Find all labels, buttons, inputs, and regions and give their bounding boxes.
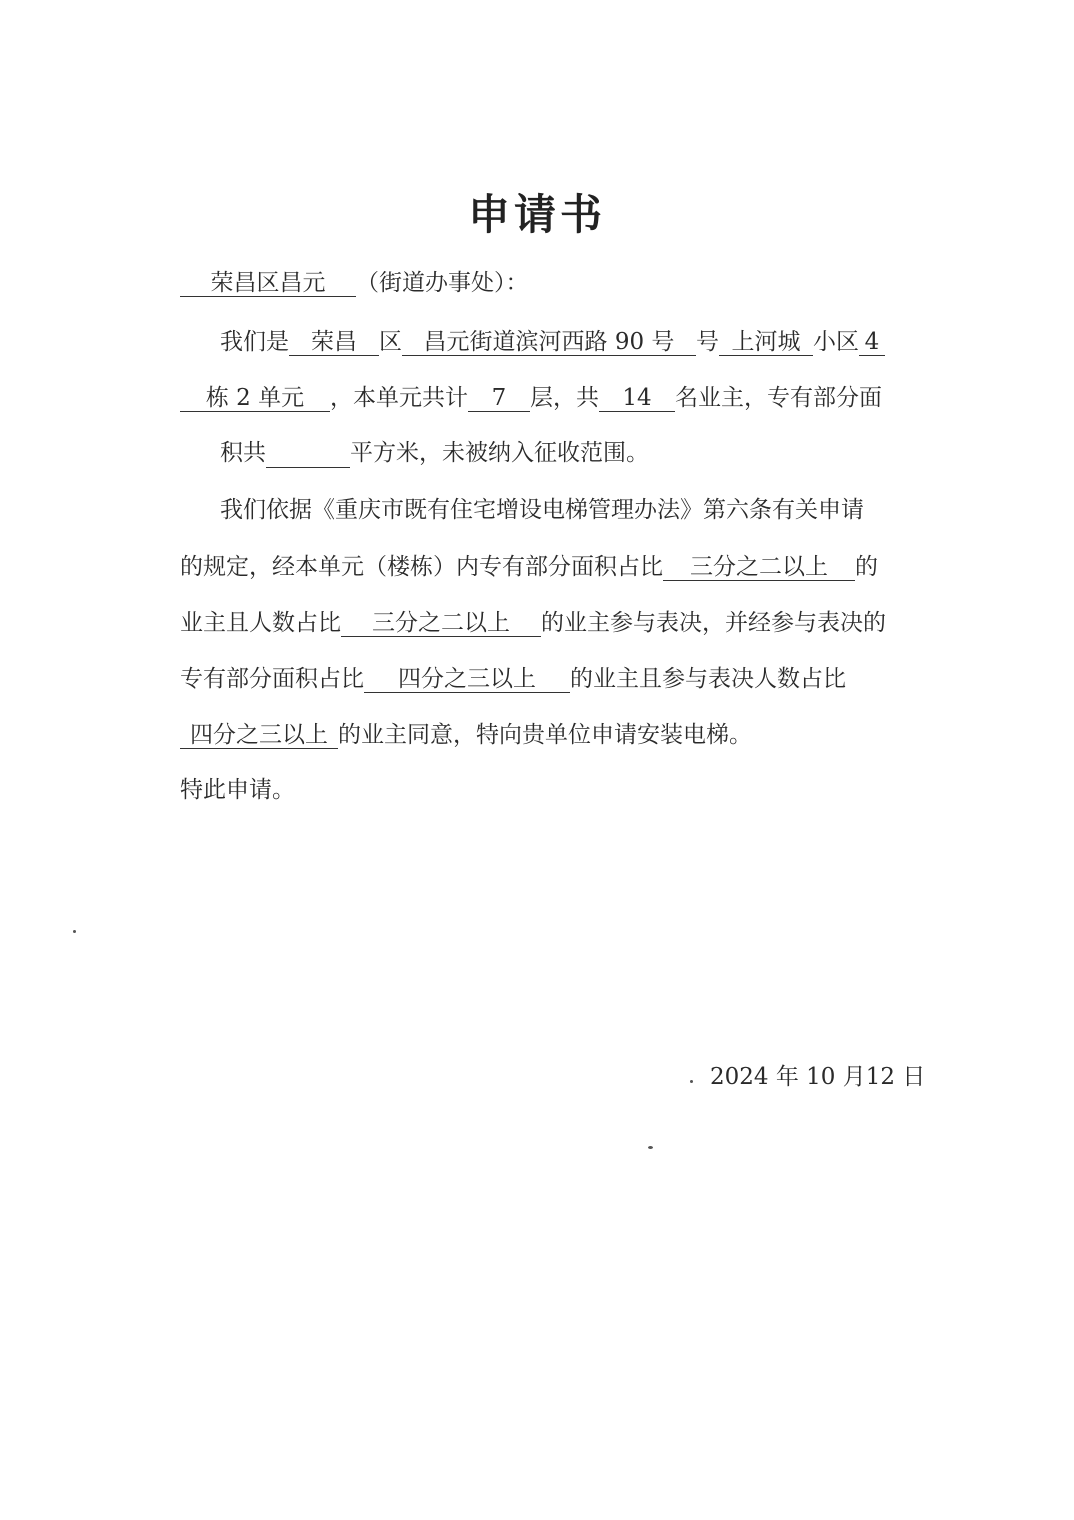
text-segment: 业主且人数占比	[180, 610, 341, 636]
para2-line5	[180, 720, 752, 750]
district-field: 荣昌	[289, 329, 379, 356]
date-day-unit: 日	[902, 1064, 926, 1090]
para1-line1	[220, 327, 885, 357]
text-segment: 我们是	[220, 329, 289, 355]
scan-speck	[690, 1080, 693, 1083]
vote-people-ratio-field: 四分之三以上	[180, 722, 338, 749]
text-segment: 号	[696, 329, 719, 355]
text-segment: 的	[855, 554, 878, 580]
text-segment: 专有部分面积占比	[180, 666, 364, 692]
text-segment: 积共	[220, 440, 266, 466]
text-segment: 我们依据《重庆市既有住宅增设电梯管理办法》第六条有关申请	[220, 497, 864, 523]
date-month: 10	[806, 1064, 836, 1090]
date-year-unit: 年	[775, 1064, 799, 1090]
area-field	[266, 443, 350, 468]
para2-line2	[180, 552, 878, 582]
para2-line1	[220, 495, 864, 525]
closing-text: 特此申请。	[180, 777, 295, 803]
unit-field: 栋 2 单元	[180, 385, 330, 412]
date-month-unit: 月	[842, 1064, 866, 1090]
date-day: 12	[865, 1064, 896, 1090]
text-segment: 的业主同意，特向贵单位申请安装电梯。	[338, 722, 752, 748]
owners-field: 14	[599, 385, 675, 412]
floors-field: 7	[468, 385, 530, 412]
community-field: 上河城	[719, 329, 813, 356]
text-segment: 平方米，未被纳入征收范围。	[350, 440, 649, 466]
text-segment: 的业主参与表决，并经参与表决的	[541, 610, 886, 636]
addressee-line	[180, 268, 529, 298]
text-segment: 的规定，经本单元（楼栋）内专有部分面积占比	[180, 554, 663, 580]
text-segment: 名业主，专有部分面	[675, 385, 882, 411]
building-field: 4	[859, 329, 885, 356]
people-ratio-field: 三分之二以上	[341, 610, 541, 637]
scan-speck	[73, 930, 76, 933]
road-field: 昌元街道滨河西路 90 号	[402, 329, 696, 356]
document-title: 申请书	[467, 190, 606, 239]
text-segment: 层，共	[530, 385, 599, 411]
para2-line4	[180, 664, 846, 694]
para1-line2	[180, 383, 882, 413]
date-line	[710, 1062, 925, 1092]
area-ratio-field: 三分之二以上	[663, 554, 855, 581]
text-segment: 的业主且参与表决人数占比	[570, 666, 846, 692]
vote-area-ratio-field: 四分之三以上	[364, 666, 570, 693]
text-segment: 小区	[813, 329, 859, 355]
addressee-name: 荣昌区昌元	[180, 270, 356, 297]
date-year: 2024	[710, 1064, 769, 1090]
text-segment: 区	[379, 329, 402, 355]
para1-line3	[220, 438, 649, 468]
addressee-suffix: （街道办事处）：	[356, 270, 529, 296]
text-segment: ，本单元共计	[330, 385, 468, 411]
scan-speck	[648, 1146, 653, 1149]
para2-line3	[180, 608, 886, 638]
